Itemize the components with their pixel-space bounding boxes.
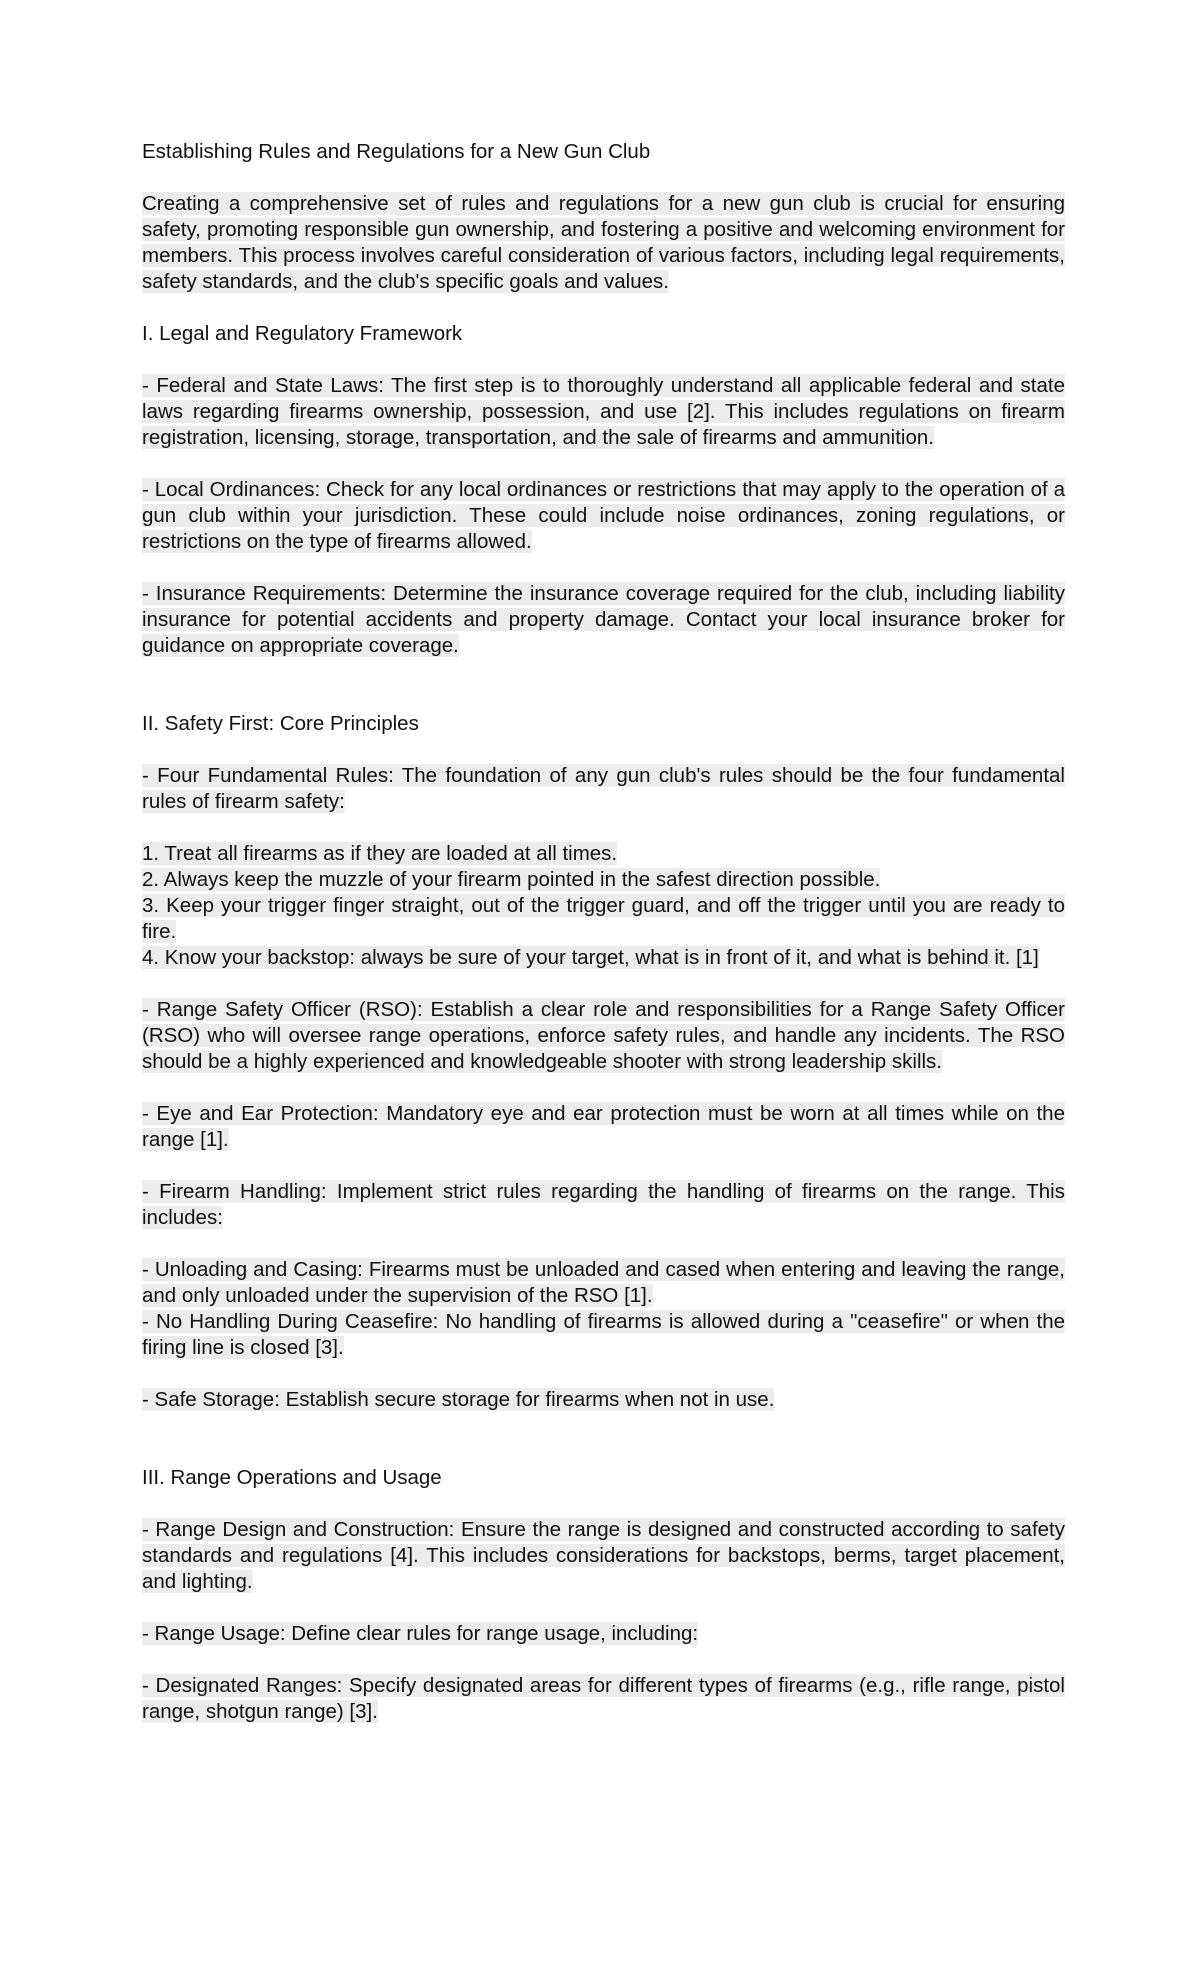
insurance-paragraph: - Insurance Requirements: Determine the insurance coverage required for the club, including liability insurance for potential accidents and property damage. Contact your local insurance broker for guidance on appropriate coverage. xyxy=(142,582,1065,657)
section-3-heading: III. Range Operations and Usage xyxy=(142,1466,442,1489)
range-design-paragraph: - Range Design and Construction: Ensure the range is designed and constructed according to safety standards and regulations [4]. This includes considerations for backstops, berms, target placement, and lighting. xyxy=(142,1518,1065,1593)
safety-rules-list xyxy=(142,841,1065,971)
list-item: 1. Treat all firearms as if they are loaded at all times. xyxy=(142,842,618,865)
rso-paragraph: - Range Safety Officer (RSO): Establish a clear role and responsibilities for a Range Safety Officer (RSO) who will oversee range operations, enforce safety rules, and handle any incidents. The RSO should be a highly experienced and knowledgeable shooter with strong leadership skills. xyxy=(142,998,1065,1073)
four-rules-intro-paragraph: - Four Fundamental Rules: The foundation of any gun club's rules should be the four fundamental rules of firearm safety: xyxy=(142,764,1065,813)
list-item: 2. Always keep the muzzle of your firearm pointed in the safest direction possible. xyxy=(142,868,881,891)
document-title: Establishing Rules and Regulations for a New Gun Club xyxy=(142,140,651,163)
local-ordinances-paragraph: - Local Ordinances: Check for any local ordinances or restrictions that may apply to the operation of a gun club within your jurisdiction. These could include noise ordinances, zoning regulations, or restrictions on the type of firearms allowed. xyxy=(142,478,1065,553)
federal-state-laws-paragraph: - Federal and State Laws: The first step is to thoroughly understand all applicable federal and state laws regarding firearms ownership, possession, and use [2]. This includes regulations on firearm registration, licensing, storage, transportation, and the sale of firearms and ammunition. xyxy=(142,374,1065,449)
eye-ear-protection-paragraph: - Eye and Ear Protection: Mandatory eye and ear protection must be worn at all times while on the range [1]. xyxy=(142,1102,1065,1151)
range-usage-paragraph: - Range Usage: Define clear rules for range usage, including: xyxy=(142,1622,699,1645)
list-item: 4. Know your backstop: always be sure of your target, what is in front of it, and what is behind it. [1] xyxy=(142,946,1039,969)
safe-storage-paragraph: - Safe Storage: Establish secure storage for firearms when not in use. xyxy=(142,1388,775,1411)
list-item: - Unloading and Casing: Firearms must be unloaded and cased when entering and leaving the range, and only unloaded under the supervision of the RSO [1]. xyxy=(142,1258,1065,1307)
intro-paragraph: Creating a comprehensive set of rules and regulations for a new gun club is crucial for ensuring safety, promoting responsible gun ownership, and fostering a positive and welcoming environment for members. This process involves careful consideration of various factors, including legal requirements, safety standards, and the club's specific goals and values. xyxy=(142,192,1065,293)
section-spacer xyxy=(142,1439,1065,1465)
handling-rules-list xyxy=(142,1257,1065,1361)
designated-ranges-paragraph: - Designated Ranges: Specify designated areas for different types of firearms (e.g., rifle range, pistol range, shotgun range) [3]. xyxy=(142,1674,1065,1723)
section-spacer xyxy=(142,685,1065,711)
firearm-handling-paragraph: - Firearm Handling: Implement strict rules regarding the handling of firearms on the range. This includes: xyxy=(142,1180,1065,1229)
list-item: - No Handling During Ceasefire: No handling of firearms is allowed during a "ceasefire" or when the firing line is closed [3]. xyxy=(142,1310,1065,1359)
document-body xyxy=(142,139,1065,1751)
section-1-heading: I. Legal and Regulatory Framework xyxy=(142,322,463,345)
section-2-heading: II. Safety First: Core Principles xyxy=(142,712,419,735)
list-item: 3. Keep your trigger finger straight, out of the trigger guard, and off the trigger until you are ready to fire. xyxy=(142,894,1065,943)
